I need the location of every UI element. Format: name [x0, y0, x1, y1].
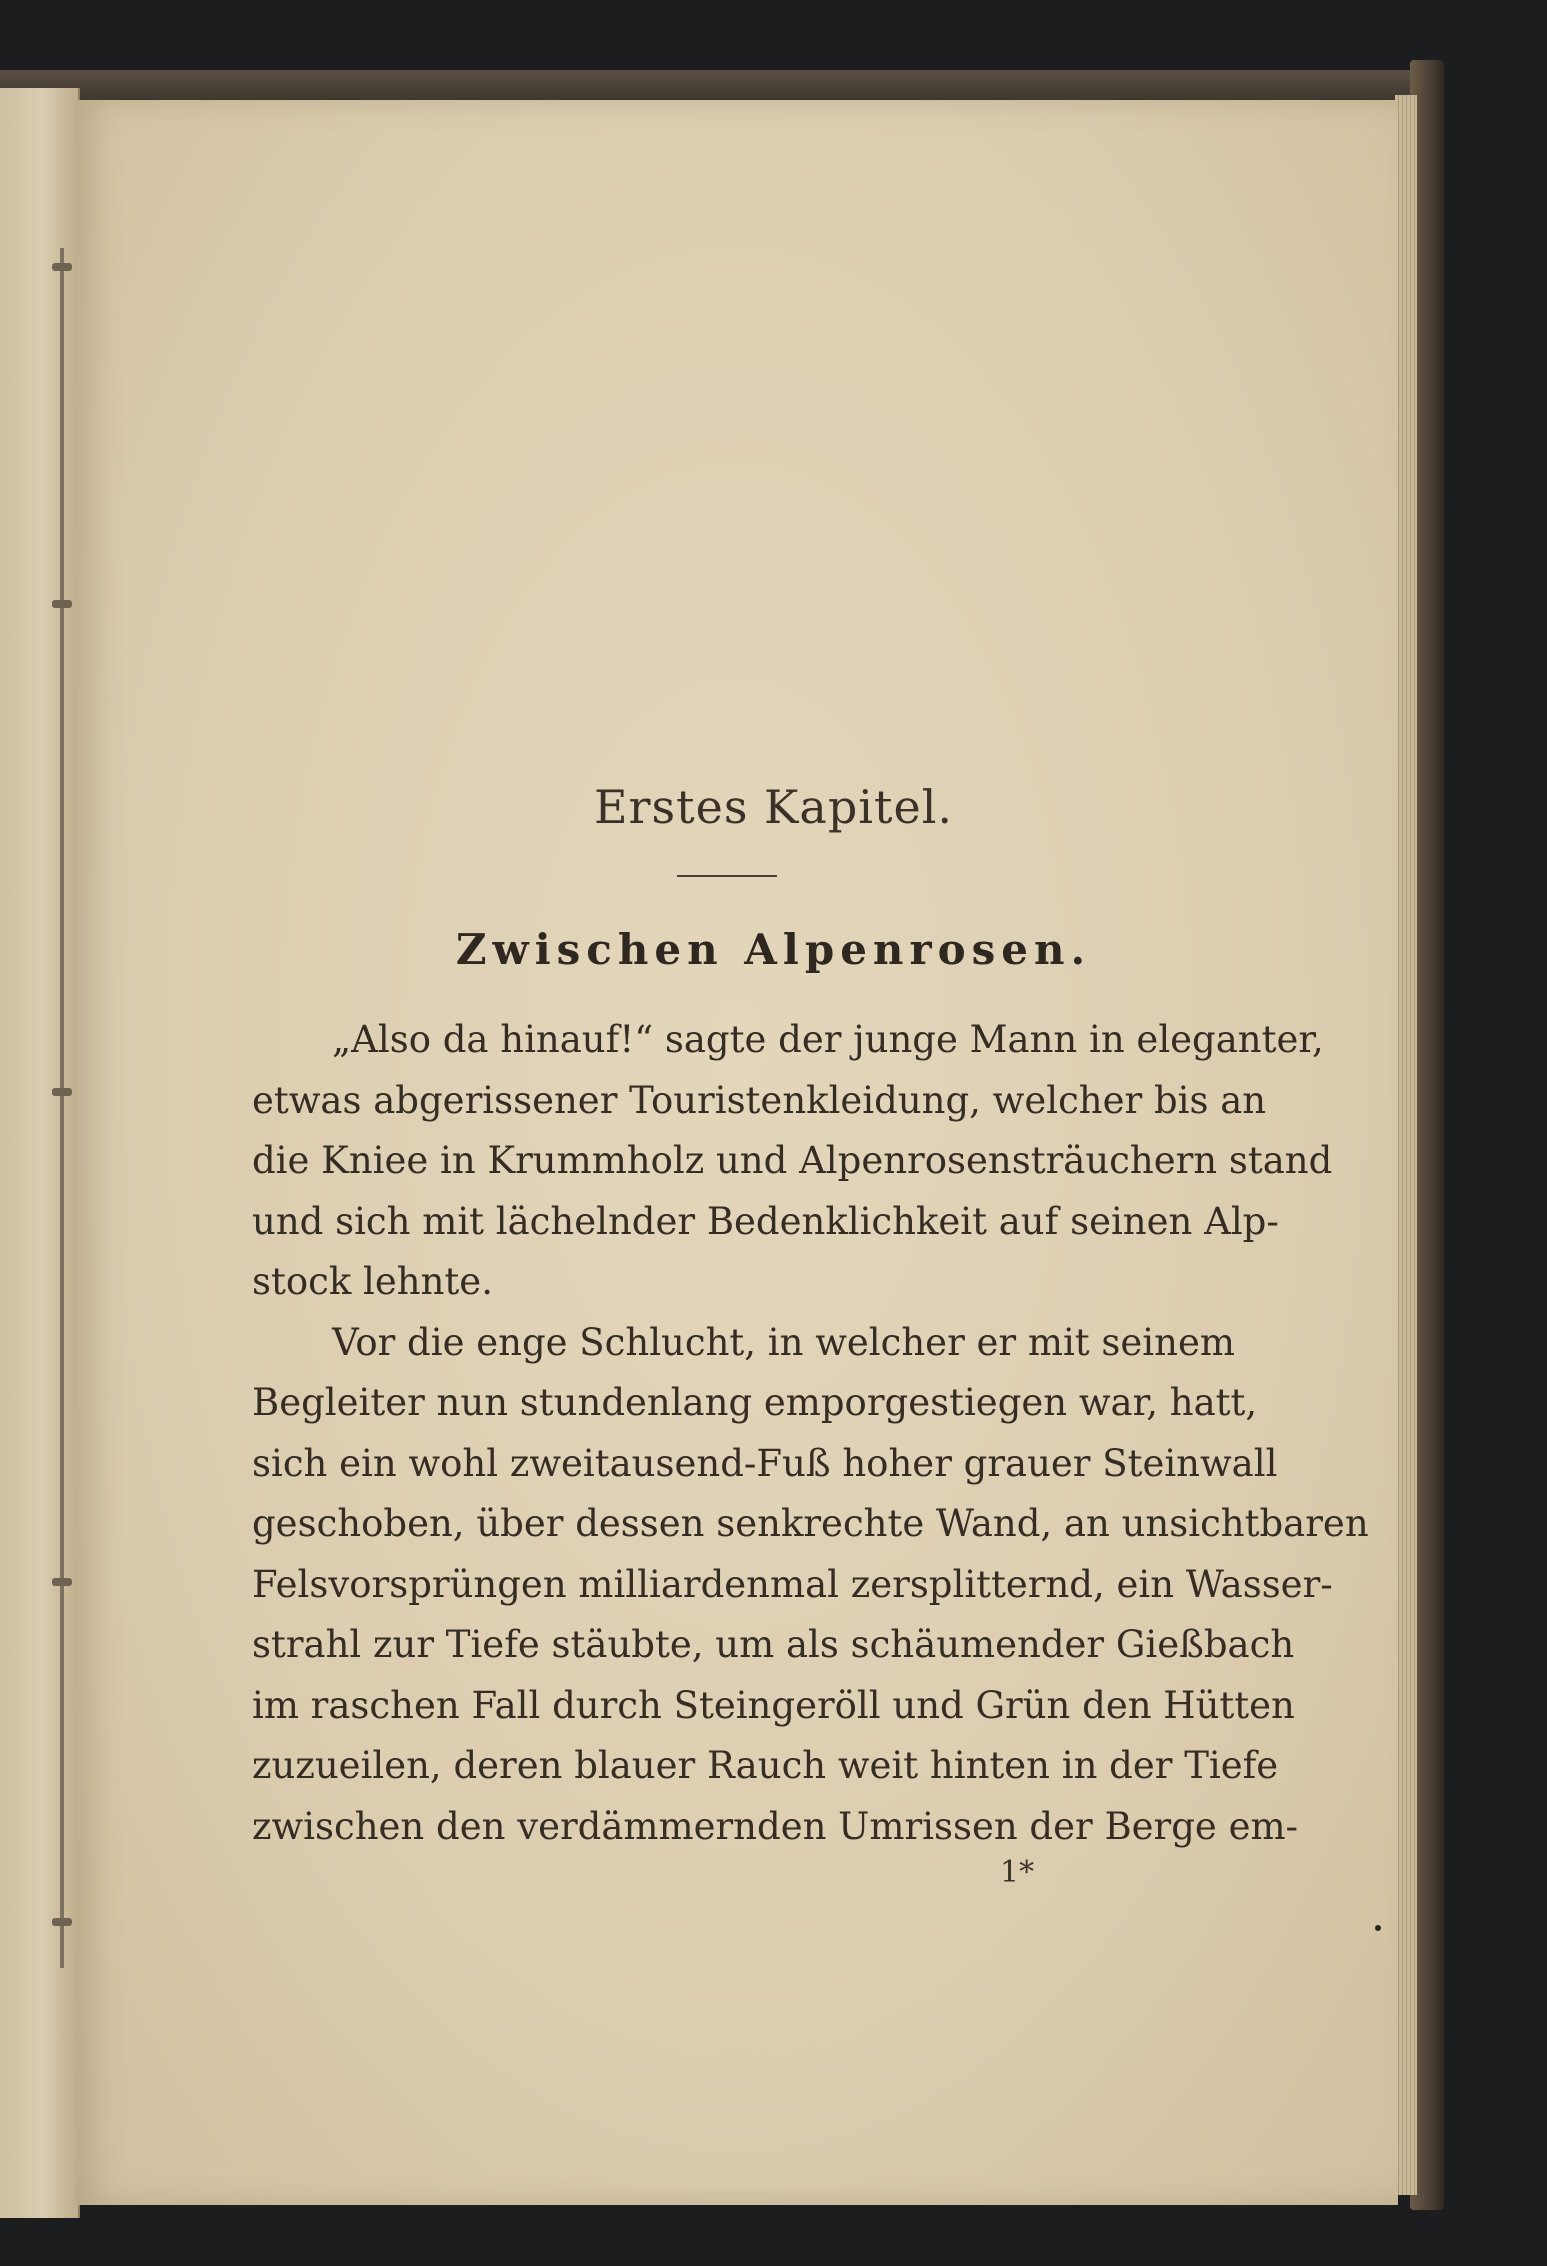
page-stack-edge: [1395, 95, 1417, 2195]
text-line: stock lehnte.: [252, 1260, 493, 1303]
facing-page-edge: [0, 88, 80, 2218]
text-line: etwas abgerissener Touristenkleidung, welcher bis an: [252, 1078, 1267, 1122]
binding-knot: [52, 1918, 72, 1926]
text-line: Begleiter nun stundenlang emporgestiegen war, hatt,: [252, 1381, 1258, 1424]
section-title: Zwischen Alpenrosen.: [455, 925, 1092, 974]
text-line: und sich mit lächelnder Bedenklichkeit auf seinen Alp-: [252, 1199, 1279, 1243]
text-line: im raschen Fall durch Steingeröll und Grün den Hütten: [252, 1683, 1295, 1727]
text-line: zwischen den verdämmernden Umrissen der Berge em-: [252, 1804, 1299, 1848]
text-line: Felsvorsprüngen milliardenmal zersplitternd, ein Wasser-: [252, 1562, 1333, 1606]
title-divider: [677, 875, 777, 877]
binding-knot: [52, 1578, 72, 1586]
text-line: Vor die enge Schlucht, in welcher er mit seinem: [332, 1320, 1235, 1364]
binding-knot: [52, 263, 72, 271]
binding-knot: [52, 600, 72, 608]
signature-mark: 1*: [1000, 1855, 1035, 1890]
binding-thread: [60, 248, 64, 1968]
book-cover-top-edge: [0, 70, 1440, 104]
text-line: „Also da hinauf!“ sagte der junge Mann in eleganter,: [332, 1018, 1324, 1061]
text-line: geschoben, über dessen senkrechte Wand, an unsichtbaren: [252, 1502, 1369, 1545]
text-line: die Kniee in Krummholz und Alpenrosensträuchern stand: [252, 1139, 1333, 1182]
text-line: sich ein wohl zweitausend-Fuß hoher grauer Steinwall: [252, 1441, 1278, 1485]
text-line: zuzueilen, deren blauer Rauch weit hinten in der Tiefe: [252, 1744, 1279, 1787]
body-text: [252, 1010, 1369, 1857]
ink-speck: [1375, 1925, 1381, 1931]
binding-knot: [52, 1088, 72, 1096]
chapter-title: Erstes Kapitel.: [593, 780, 954, 834]
text-line: strahl zur Tiefe stäubte, um als schäumender Gießbach: [252, 1623, 1295, 1666]
